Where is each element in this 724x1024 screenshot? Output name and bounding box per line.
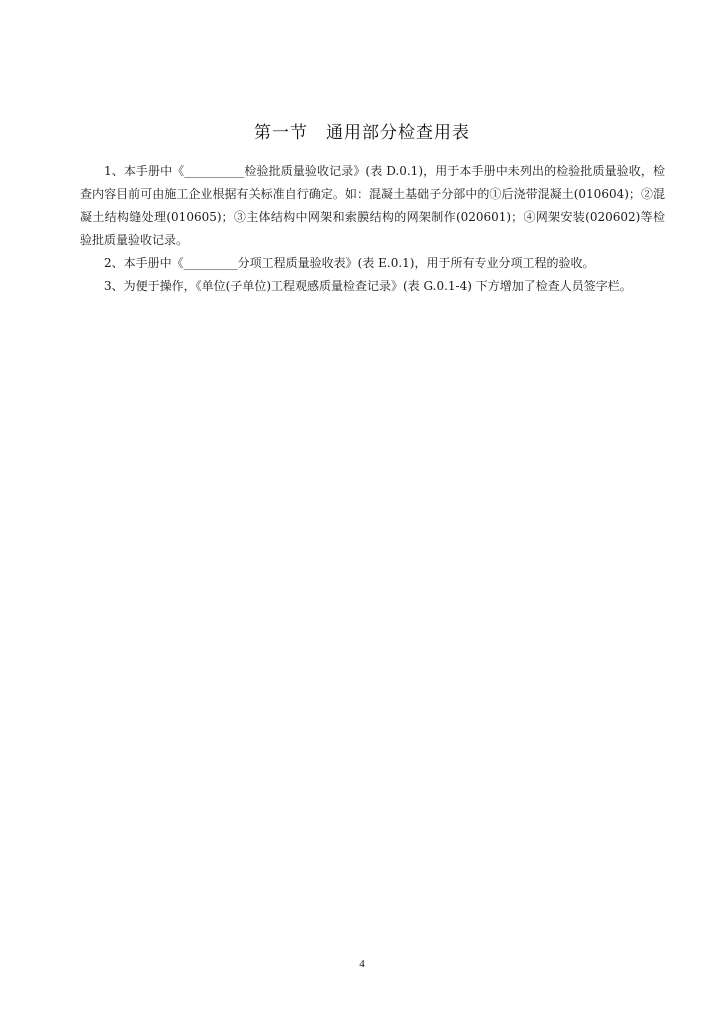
paragraph-2: 2、本手册中《_________分项工程质量验收表》(表 E.0.1)，用于所有专业分项工程的验收。 bbox=[104, 256, 595, 270]
document-body bbox=[80, 160, 665, 298]
section-title: 第一节 通用部分检查用表 bbox=[254, 123, 470, 143]
paragraph-3: 3、为便于操作，《单位(子单位)工程观感质量检查记录》(表 G.0.1-4) 下方增加了检查人员签字栏。 bbox=[104, 279, 632, 293]
page-number: 4 bbox=[359, 958, 365, 970]
paragraph-1: 1、本手册中《__________检验批质量验收记录》(表 D.0.1)，用于本手册中未列出的检验批质量验收，检查内容目前可由施工企业根据有关标准自行确定。如：混凝土基础子分部中的①后浇带混凝土(010604)；②混凝土结构缝处理(010605)；③主体结构中网架和索膜结构的网架制作(020601)；④网架安装(020602)等检验批质量验收记录。 bbox=[80, 164, 665, 247]
